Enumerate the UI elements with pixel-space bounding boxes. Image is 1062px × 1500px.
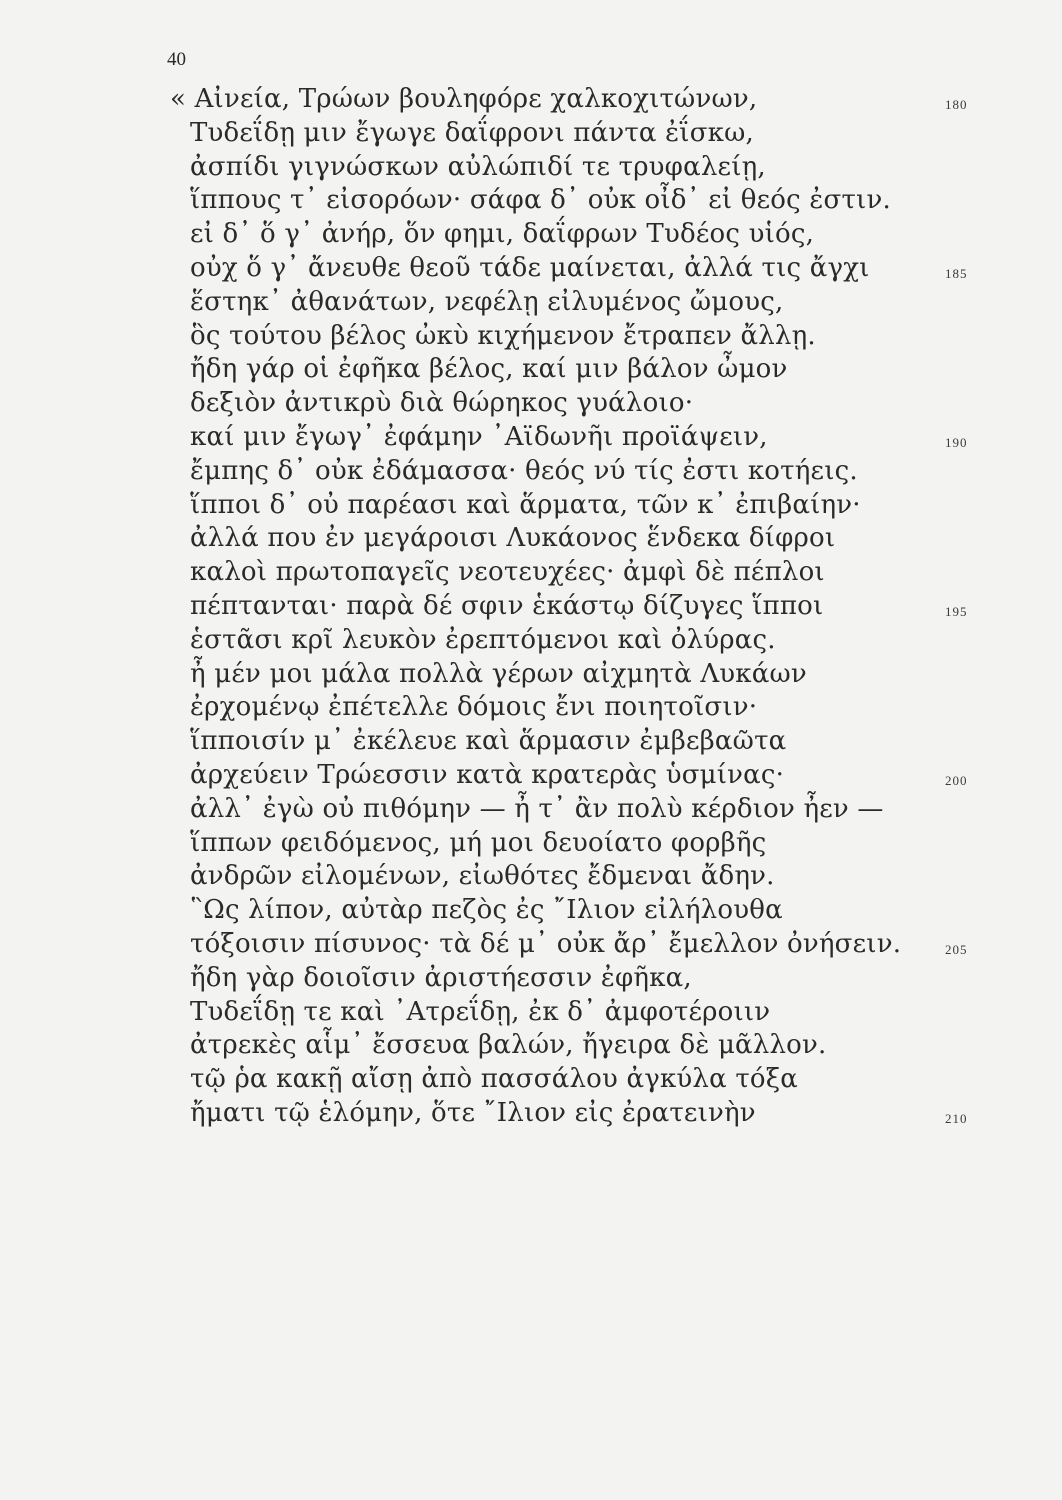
verse-line: ἦ μέν μοι μάλα πολλὰ γέρων αἰχμητὰ Λυκάων	[190, 658, 807, 689]
verse-line: Τυδεΐδῃ μιν ἔγωγε δαΐφρονι πάντα ἐΐσκω,	[190, 117, 754, 148]
verse-line: καί μιν ἔγωγ᾽ ἐφάμην ᾽Αϊδωνῆι προϊάψειν,	[190, 422, 768, 452]
verse-line: ἵπποισίν μ᾽ ἐκέλευε καὶ ἅρμασιν ἐμβεβαῶτα	[190, 726, 787, 757]
verse-line: ἀνδρῶν εἰλομένων, εἰωθότες ἔδμεναι ἄδην.	[190, 861, 775, 892]
verse-line: πέπτανται· παρὰ δέ σφιν ἑκάστῳ δίζυγες ἵπποι	[190, 591, 824, 621]
verse-line: ἀτρεκὲς αἷμ᾽ ἔσσευα βαλών, ἤγειρα δὲ μᾶλλον.	[190, 1030, 827, 1061]
verse-line: ἀλλ᾽ ἐγὼ οὐ πιθόμην — ἦ τ᾽ ἂν πολὺ κέρδιον ἦεν —	[190, 793, 884, 824]
verse-line: ἤδη γάρ οἱ ἐφῆκα βέλος, καί μιν βάλον ὦμον	[190, 354, 788, 385]
line-number: 190	[945, 435, 968, 450]
verse-line: « Αἰνεία, Τρώων βουληφόρε χαλκοχιτώνων,	[170, 84, 758, 114]
verse-line: εἰ δ᾽ ὅ γ᾽ ἀνήρ, ὅν φημι, δαΐφρων Τυδέος υἱός,	[190, 219, 815, 250]
verse-line: τῷ ῥα κακῇ αἴσῃ ἀπὸ πασσάλου ἀγκύλα τόξα	[190, 1064, 799, 1095]
verse-line: ἵππους τ᾽ εἰσορόων· σάφα δ᾽ οὐκ οἶδ᾽ εἰ θεός ἐστιν.	[190, 185, 891, 216]
verse-line: ἔμπης δ᾽ οὐκ ἐδάμασσα· θεός νύ τίς ἐστι κοτήεις.	[190, 455, 858, 486]
page-number: 40	[167, 49, 186, 70]
verse-line: ἀσπίδι γιγνώσκων αὐλώπιδί τε τρυφαλείῃ,	[190, 151, 766, 182]
verse-line: τόξοισιν πίσυνος· τὰ δέ μ᾽ οὐκ ἄρ᾽ ἔμελλον ὀνήσειν.	[190, 929, 902, 959]
line-number: 205	[945, 942, 968, 957]
verse-line: ἵππων φειδόμενος, μή μοι δευοίατο φορβῆς	[190, 827, 767, 858]
verse-line: οὐχ ὅ γ᾽ ἄνευθε θεοῦ τάδε μαίνεται, ἀλλά τις ἄγχι	[190, 253, 870, 283]
verse-line: ἵπποι δ᾽ οὐ παρέασι καὶ ἅρματα, τῶν κ᾽ ἐπιβαίην·	[190, 489, 861, 520]
line-number: 200	[945, 773, 968, 788]
line-number: 180	[945, 97, 968, 112]
verse-line: ἤδη γὰρ δοιοῖσιν ἀριστήεσσιν ἐφῆκα,	[190, 962, 692, 993]
verse-line: ἕστηκ᾽ ἀθανάτων, νεφέλῃ εἰλυμένος ὤμους,	[190, 286, 784, 317]
verse-line: ὃς τούτου βέλος ὠκὺ κιχήμενον ἔτραπεν ἄλλῃ.	[190, 320, 816, 351]
line-number: 195	[945, 604, 968, 619]
verse-line: ῝Ως λίπον, αὐτὰρ πεζὸς ἐς ῎Ιλιον εἰλήλουθα	[190, 895, 783, 926]
verse-line: ἑστᾶσι κρῖ λευκὸν ἐρεπτόμενοι καὶ ὀλύρας.	[190, 624, 776, 655]
verse-line: ἀρχεύειν Τρώεσσιν κατὰ κρατερὰς ὑσμίνας·	[190, 760, 785, 790]
line-number: 185	[945, 266, 968, 281]
verse-line: καλοὶ πρωτοπαγεῖς νεοτευχέες· ἀμφὶ δὲ πέπλοι	[190, 557, 825, 588]
line-number: 210	[945, 1111, 968, 1126]
verse-line: ἀλλά που ἐν μεγάροισι Λυκάονος ἕνδεκα δίφροι	[190, 523, 836, 554]
verse-line: ἐρχομένῳ ἐπέτελλε δόμοις ἔνι ποιητοῖσιν·	[190, 692, 758, 723]
verse-line: δεξιὸν ἀντικρὺ διὰ θώρηκος γυάλοιο·	[190, 388, 694, 419]
verse-line: Τυδεΐδῃ τε καὶ ᾽Ατρεΐδῃ, ἐκ δ᾽ ἀμφοτέροιιν	[190, 996, 771, 1027]
verse-line: ἤματι τῷ ἑλόμην, ὅτε ῎Ιλιον εἰς ἐρατεινὴν	[190, 1098, 756, 1128]
